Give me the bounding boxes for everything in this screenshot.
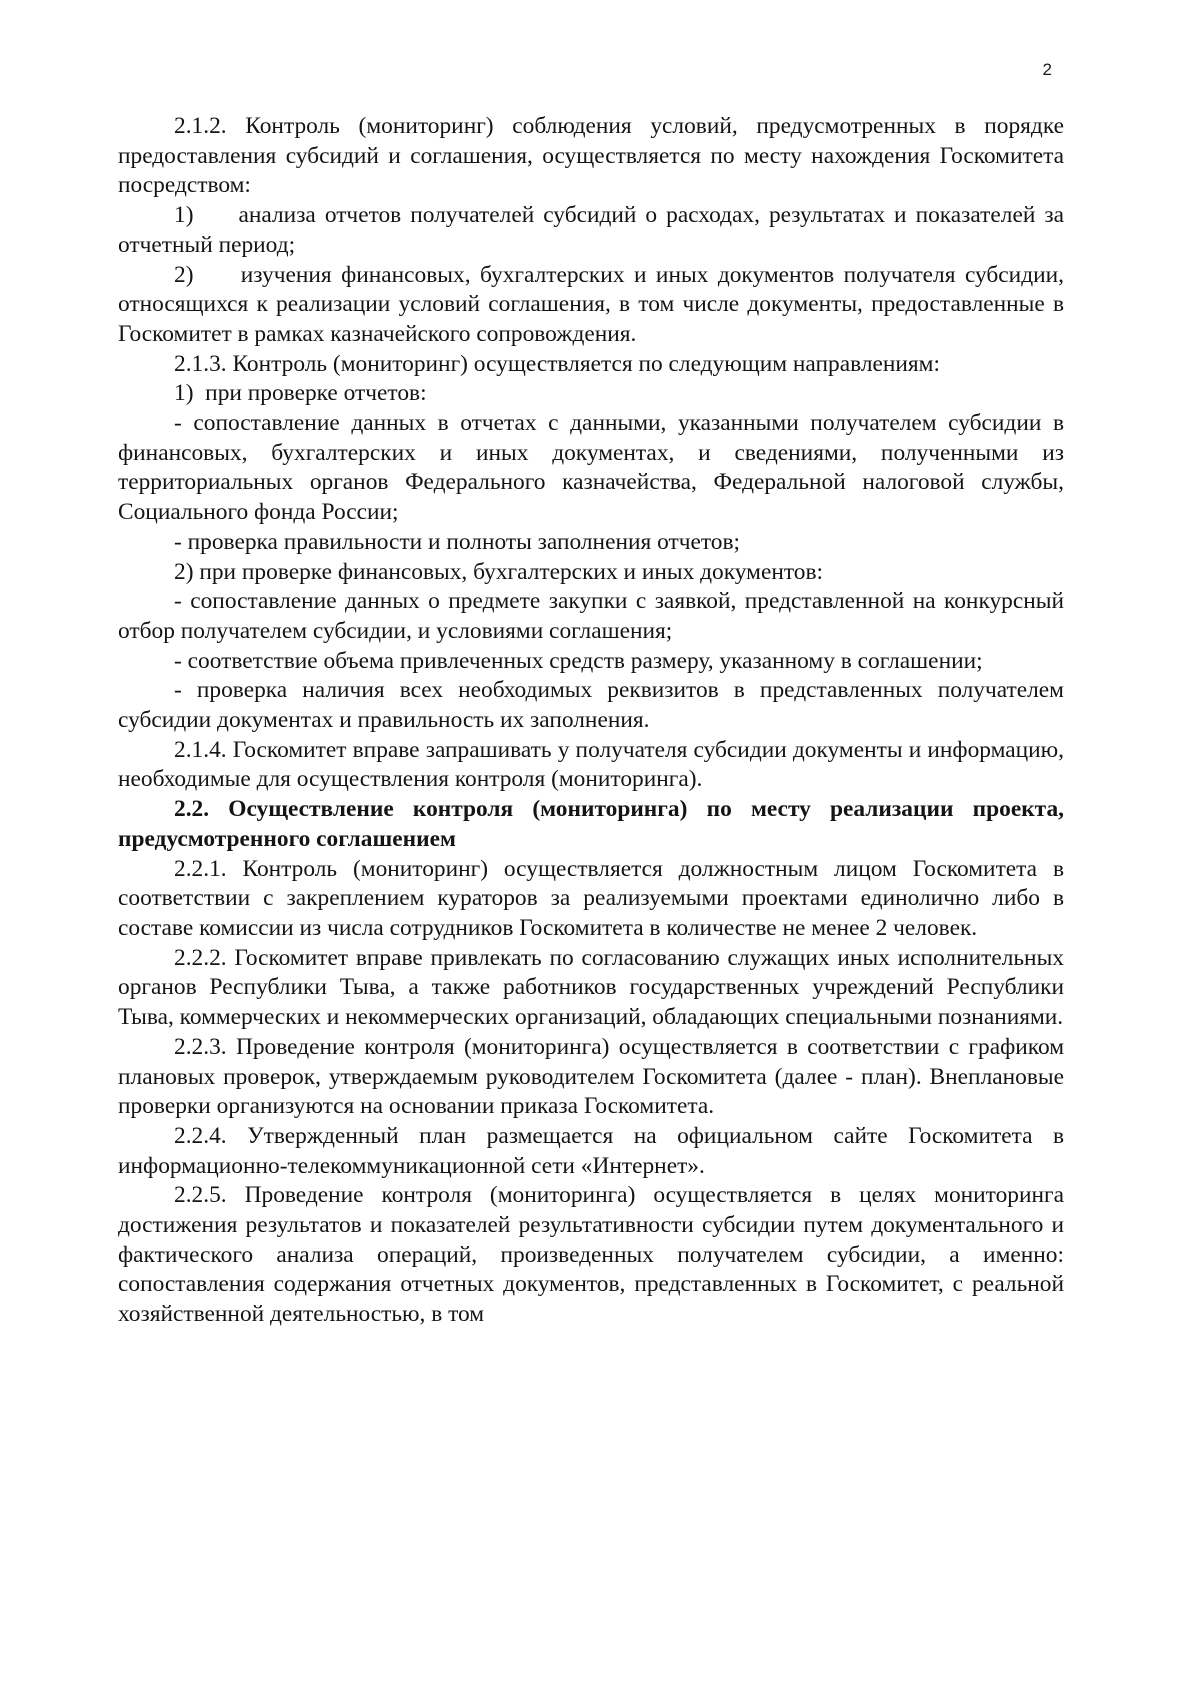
bullet-data-comparison: - сопоставление данных в отчетах с данными, указанными получателем субсидии в финансовых, бухгалтерских и иных документах, и сведениями, полученными из территориальных органов Федерального казначейства, Федеральной налоговой службы, Социального фонда России; (118, 410, 1064, 526)
paragraph-2-1-3: 2.1.3. Контроль (мониторинг) осуществляется по следующим направлениям: (174, 350, 940, 377)
paragraph-2-2-3: 2.2.3. Проведение контроля (мониторинга) осуществляется в соответствии с графиком плановых проверок, утверждаемым руководителем Госкомитета (далее - план). Внеплановые проверки организуются на основании приказа Госкомитета. (118, 1033, 1064, 1120)
section-heading-2-2: 2.2. Осуществление контроля (мониторинга) по месту реализации проекта, предусмотренного соглашением (118, 796, 1064, 852)
list-item-document-check: 2) при проверке финансовых, бухгалтерских и иных документов: (174, 558, 824, 585)
bullet-purchase-comparison: - сопоставление данных о предмете закупки с заявкой, представленной на конкурсный отбор получателем субсидии, и условиями соглашения; (118, 588, 1064, 644)
paragraph-2-2-1: 2.2.1. Контроль (мониторинг) осуществляется должностным лицом Госкомитета в соответствии с закреплением кураторов за реализуемыми проектами единолично либо в составе комиссии из числа сотрудников Госкомитета в количестве не менее 2 человек. (118, 855, 1064, 941)
bullet-report-completeness: - проверка правильности и полноты заполнения отчетов; (174, 528, 740, 555)
paragraph-2-1-2: 2.1.2. Контроль (мониторинг) соблюдения условий, предусмотренных в порядке предоставления субсидий и соглашения, осуществляется по месту нахождения Госкомитета посредством: (118, 113, 1064, 199)
paragraph-2-2-4: 2.2.4. Утвержденный план размещается на официальном сайте Госкомитета в информационно-телекоммуникационной сети «Интернет». (118, 1122, 1064, 1179)
list-item-study: 2) изучения финансовых, бухгалтерских и иных документов получателя субсидии, относящихся к реализации условий соглашения, в том числе документы, предоставленные в Госкомитет в рамках казначейского сопровождения. (118, 261, 1064, 347)
paragraph-2-2-2: 2.2.2. Госкомитет вправе привлекать по согласованию служащих иных исполнительных органов Республики Тыва, а также работников государственных учреждений Республики Тыва, коммерческих и некоммерческих организаций, обладающих специальными познаниями. (118, 944, 1064, 1031)
list-item-report-check: 1) при проверке отчетов: (174, 380, 427, 407)
document-body (118, 112, 1064, 1330)
page-number: 2 (1042, 60, 1052, 79)
paragraph-2-2-5: 2.2.5. Проведение контроля (мониторинга) осуществляется в целях мониторинга достижения результатов и показателей результативности субсидии путем документального и фактического анализа операций, произведенных получателем субсидии, а именно: сопоставления содержания отчетных документов, представленных в Госкомитет, с реальной хозяйственной деятельностью, в том (118, 1182, 1064, 1328)
paragraph-2-1-4: 2.1.4. Госкомитет вправе запрашивать у получателя субсидии документы и информацию, необходимые для осуществления контроля (мониторинга). (118, 736, 1064, 793)
list-item-analysis: 1) анализа отчетов получателей субсидий о расходах, результатах и показателей за отчетный период; (118, 202, 1064, 258)
bullet-funds-volume: - соответствие объема привлеченных средств размеру, указанному в соглашении; (174, 647, 983, 674)
bullet-requisites-check: - проверка наличия всех необходимых реквизитов в представленных получателем субсидии документах и правильность их заполнения. (118, 677, 1064, 734)
